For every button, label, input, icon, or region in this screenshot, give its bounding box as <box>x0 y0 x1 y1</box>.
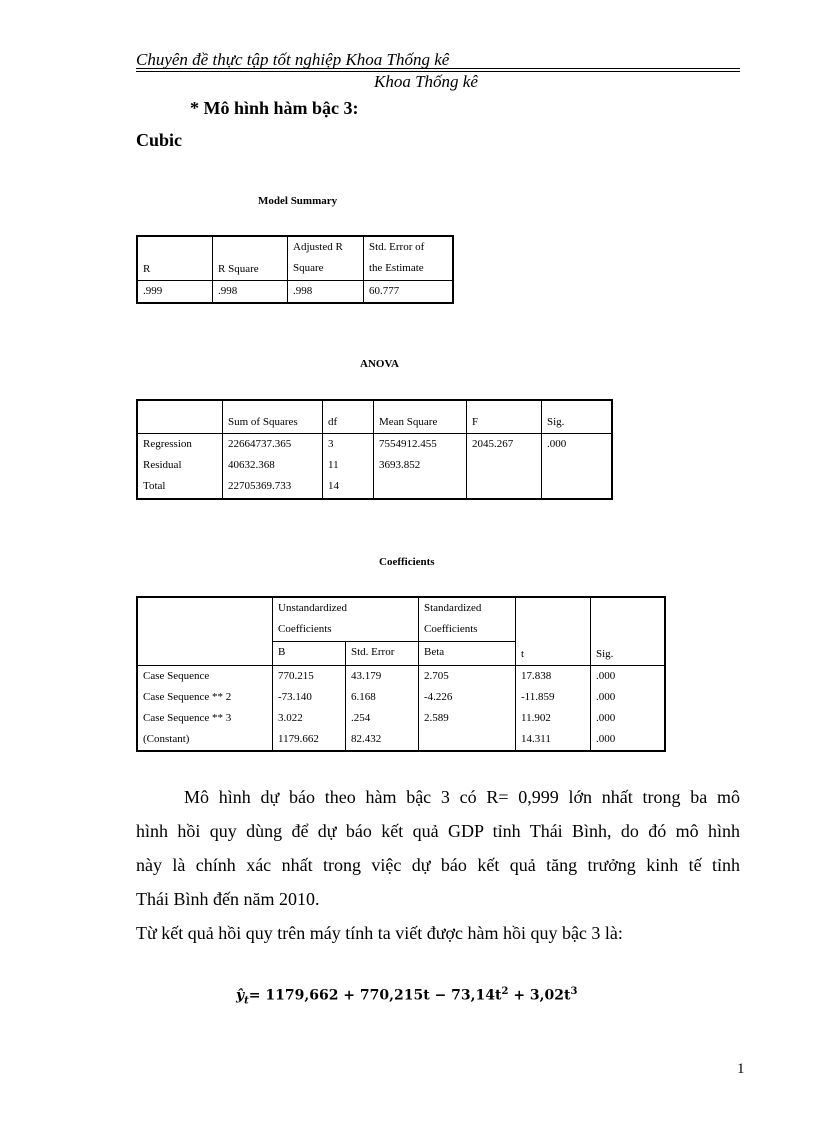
coef-beta-col <box>419 665 516 751</box>
section-subheading: Cubic <box>136 130 183 150</box>
coef-sig-case: .000 <box>596 669 616 682</box>
coef-t-case3: 11.902 <box>521 711 551 724</box>
model-summary-table <box>136 235 454 304</box>
ms-header-r: R <box>137 236 213 280</box>
coef-t-constant: 14.311 <box>521 732 551 745</box>
paragraph-line-1: Mô hình dự báo theo hàm bậc 3 có R= 0,999 lớn nhất trong ba mô <box>184 787 740 807</box>
formula-rhs: = 1179,662 + 770,215t − 73,14t <box>248 987 502 1004</box>
section-heading: * Mô hình hàm bậc 3: <box>190 98 359 118</box>
ms-cell-adj: .998 <box>288 280 364 303</box>
anova-ss-col <box>223 433 323 499</box>
anova-header-f: F <box>467 400 542 433</box>
coef-header-b: B <box>273 641 346 665</box>
coef-header-se: Std. Error <box>346 641 419 665</box>
table-row <box>137 433 612 499</box>
anova-df-regression: 3 <box>328 437 334 450</box>
anova-ms-col <box>374 433 467 499</box>
coef-beta-case: 2.705 <box>424 669 449 682</box>
paragraph-line-5: Từ kết quả hồi quy trên máy tính ta viết được hàm hồi quy bậc 3 là: <box>136 923 623 943</box>
formula-rhs2: + 3,02t <box>508 987 571 1004</box>
regression-formula <box>236 986 577 1006</box>
anova-header-sig: Sig. <box>542 400 613 433</box>
formula-lhs-sub: t <box>244 995 249 1007</box>
coef-se-case: 43.179 <box>351 669 382 682</box>
coef-label-case: Case Sequence <box>143 669 210 682</box>
anova-label-residual: Residual <box>143 458 182 471</box>
anova-df-residual: 11 <box>328 458 339 471</box>
anova-header-ss: Sum of Squares <box>223 400 323 433</box>
coef-header-std <box>419 597 516 641</box>
coef-header-sig: Sig. <box>591 597 666 665</box>
anova-df-col <box>323 433 374 499</box>
header-rule-top <box>136 68 740 69</box>
anova-label-total: Total <box>143 479 166 492</box>
coef-label-case2: Case Sequence ** 2 <box>143 690 232 703</box>
coef-se-case3: .254 <box>351 711 371 724</box>
coef-t-col <box>516 665 591 751</box>
ms-header-se-line2: the Estimate <box>369 262 424 274</box>
coef-se-constant: 82.432 <box>351 732 382 745</box>
coef-t-case2: -11.859 <box>521 690 555 703</box>
coef-se-col <box>346 665 419 751</box>
coef-sig-case2: .000 <box>596 690 616 703</box>
coef-header-std-line2: Coefficients <box>424 623 478 635</box>
model-summary-title: Model Summary <box>258 195 338 207</box>
anova-label-regression: Regression <box>143 437 192 450</box>
anova-header-ms: Mean Square <box>374 400 467 433</box>
formula-exp3: 3 <box>570 986 578 997</box>
coef-sig-constant: .000 <box>596 732 616 745</box>
anova-table <box>136 399 613 500</box>
paragraph-line-4: Thái Bình đến năm 2010. <box>136 889 320 909</box>
ms-cell-rsq: .998 <box>213 280 288 303</box>
coef-b-case2: -73.140 <box>278 690 312 703</box>
coef-beta-case2: -4.226 <box>424 690 453 703</box>
anova-title: ANOVA <box>360 358 399 370</box>
paragraph-line-2: hình hồi quy dùng để dự báo kết quả GDP tỉnh Thái Bình, do đó mô hình <box>136 821 740 841</box>
coef-header-unstd-line1: Unstandardized <box>278 602 348 614</box>
anova-ss-total: 22705369.733 <box>228 479 292 492</box>
page-number: 1 <box>737 1061 745 1077</box>
table-row <box>137 665 665 751</box>
formula-exp2: 2 <box>501 986 509 997</box>
table-row <box>137 280 453 303</box>
coefficients-table <box>136 596 666 752</box>
coef-header-std-line1: Standardized <box>424 602 482 614</box>
anova-ms-residual: 3693.852 <box>379 458 421 471</box>
coefficients-title: Coefficients <box>379 556 435 568</box>
coef-t-case: 17.838 <box>521 669 552 682</box>
anova-ss-regression: 22664737.365 <box>228 437 292 450</box>
anova-df-total: 14 <box>328 479 339 492</box>
anova-labels <box>137 433 223 499</box>
coef-label-case3: Case Sequence ** 3 <box>143 711 232 724</box>
body-paragraph <box>136 780 740 950</box>
anova-ms-regression: 7554912.455 <box>379 437 437 450</box>
coef-label-constant: (Constant) <box>143 732 190 745</box>
coef-se-case2: 6.168 <box>351 690 376 703</box>
coef-b-case3: 3.022 <box>278 711 303 724</box>
coef-b-constant: 1179.662 <box>278 732 319 745</box>
anova-sig-col <box>542 433 613 499</box>
coef-header-beta: Beta <box>419 641 516 665</box>
ms-header-se <box>364 236 454 280</box>
header-title: Chuyên đề thực tập tốt nghiệp Khoa Thống kê <box>136 50 450 69</box>
anova-header-df: df <box>323 400 374 433</box>
paragraph-line-3: này là chính xác nhất trong việc dự báo kết quả tăng trưởng kinh tế tỉnh <box>136 855 740 875</box>
ms-header-adj-line2: Square <box>293 262 324 274</box>
coef-header-unstd-line2: Coefficients <box>278 623 332 635</box>
header-subtitle: Khoa Thống kê <box>374 72 478 91</box>
coef-header-t: t <box>516 597 591 665</box>
coef-b-col <box>273 665 346 751</box>
anova-header-blank <box>137 400 223 433</box>
coef-beta-case3: 2.589 <box>424 711 449 724</box>
anova-f-col <box>467 433 542 499</box>
anova-f-regression: 2045.267 <box>472 437 514 450</box>
ms-cell-r: .999 <box>137 280 213 303</box>
coef-label-col <box>137 665 273 751</box>
ms-header-rsq: R Square <box>213 236 288 280</box>
ms-header-adj-line1: Adjusted R <box>293 241 343 253</box>
anova-sig-regression: .000 <box>547 437 567 450</box>
ms-header-adj <box>288 236 364 280</box>
coef-b-case: 770.215 <box>278 669 314 682</box>
coef-sig-case3: .000 <box>596 711 616 724</box>
formula-lhs: ŷ <box>236 987 245 1004</box>
coef-header-unstd <box>273 597 419 641</box>
anova-ss-residual: 40632.368 <box>228 458 275 471</box>
coef-sig-col <box>591 665 666 751</box>
ms-cell-se: 60.777 <box>369 284 400 297</box>
ms-header-se-line1: Std. Error of <box>369 241 425 253</box>
coef-header-blank <box>137 597 273 665</box>
